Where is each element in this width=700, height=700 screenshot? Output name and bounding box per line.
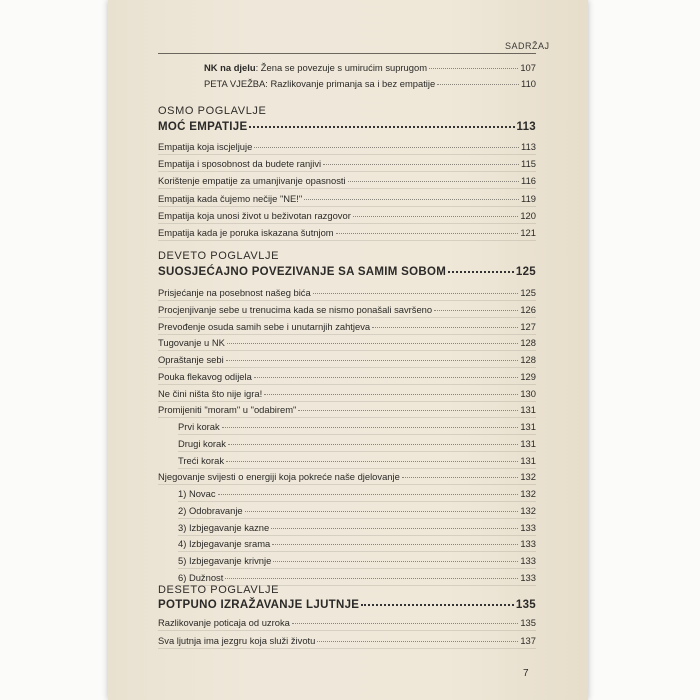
running-head: SADRŽAJ: [505, 41, 550, 51]
dot-leader: [304, 199, 519, 200]
row-divider: [178, 551, 536, 552]
dot-leader: [361, 604, 514, 606]
row-divider: [178, 568, 536, 569]
entry-text: 5) Izbjegavanje krivnje: [178, 555, 272, 566]
entry-page: 131: [520, 421, 536, 432]
entry-text: Prisjećanje na posebnost našeg bića: [158, 287, 311, 298]
row-divider: [158, 317, 536, 318]
entry-text: Empatija koja iscjeljuje: [158, 141, 253, 152]
row-divider: [158, 188, 536, 189]
row-divider: [158, 350, 536, 351]
page-number: 7: [523, 668, 529, 679]
entry-page: 133: [520, 571, 536, 583]
dot-leader: [429, 68, 518, 69]
entry-text: 2) Odobravanje: [178, 504, 243, 516]
toc-entry[interactable]: [158, 635, 536, 647]
chapter-number: OSMO POGLAVLJE: [158, 105, 267, 117]
entry-page: 127: [520, 320, 536, 332]
entry-page: 126: [520, 303, 536, 315]
toc-entry[interactable]: [158, 158, 536, 170]
dot-leader: [222, 427, 519, 428]
dot-leader: [437, 84, 519, 85]
entry-text: Empatija koja unosi život u beživotan razgovor: [158, 209, 351, 221]
chapter-number: DESETO POGLAVLJE: [158, 584, 280, 596]
chapter-title-entry[interactable]: [158, 121, 536, 133]
dot-leader: [313, 293, 519, 294]
entry-text: Promijeniti "moram" u "odabirem": [158, 404, 297, 416]
header-rule: [158, 53, 536, 54]
chapter-title: POTPUNO IZRAŽAVANJE LJUTNJE: [158, 599, 360, 611]
dot-leader: [353, 216, 519, 217]
toc-entry[interactable]: [158, 193, 536, 205]
row-divider: [158, 240, 536, 241]
dot-leader: [272, 544, 518, 545]
dot-leader: [218, 494, 519, 495]
row-divider: [158, 401, 536, 402]
row-divider: [178, 434, 536, 435]
dot-leader: [245, 511, 519, 512]
toc-entry[interactable]: [204, 62, 536, 74]
entry-page: 128: [520, 337, 536, 349]
entry-text: Korištenje empatije za umanjivanje opasnosti: [158, 175, 346, 187]
entry-page: 121: [520, 227, 536, 238]
dot-leader: [448, 271, 514, 273]
entry-text: Prevođenje osuda samih sebe i unutarnjih zahtjeva: [158, 320, 371, 332]
toc-entry[interactable]: [158, 371, 536, 383]
entry-text: Pouka flekavog odijela: [158, 370, 252, 382]
row-divider: [178, 535, 536, 536]
entry-page: 110: [521, 78, 536, 89]
entry-page: 131: [520, 454, 536, 466]
entry-text: : Žena se povezuje s umirućim suprugom: [255, 62, 428, 73]
row-divider: [158, 484, 536, 485]
row-divider: [158, 630, 536, 631]
toc-entry[interactable]: [178, 505, 536, 517]
dot-leader: [271, 528, 518, 529]
entry-page: 132: [520, 471, 536, 483]
dot-leader: [348, 181, 519, 182]
row-divider: [158, 206, 536, 207]
entry-page: 115: [521, 158, 536, 170]
toc-entry[interactable]: [178, 455, 536, 467]
dot-leader: [226, 360, 519, 361]
toc-entry[interactable]: [158, 471, 536, 483]
row-divider: [178, 518, 536, 519]
entry-page: 131: [520, 404, 536, 416]
chapter-title-entry[interactable]: [158, 266, 536, 278]
entry-page: 132: [520, 488, 536, 499]
dot-leader: [264, 394, 518, 395]
dot-leader: [298, 410, 518, 411]
toc-entry[interactable]: [178, 488, 536, 500]
toc-entry[interactable]: [204, 78, 536, 90]
entry-page: 137: [520, 634, 536, 646]
row-divider: [158, 223, 536, 224]
entry-page: 133: [520, 555, 536, 566]
entry-page: 113: [521, 141, 536, 152]
entry-text: Sva ljutnja ima jezgru koja služi životu: [158, 634, 316, 646]
chapter-number: DEVETO POGLAVLJE: [158, 250, 280, 262]
toc-entry[interactable]: [178, 572, 536, 584]
entry-page: 107: [520, 62, 536, 73]
dot-leader: [336, 233, 519, 234]
chapter-page: 135: [515, 599, 536, 611]
entry-text: 6) Dužnost: [178, 571, 224, 583]
dot-leader: [226, 461, 518, 462]
entry-text: 1) Novac: [178, 488, 216, 499]
dot-leader: [228, 444, 518, 445]
chapter-title: MOĆ EMPATIJE: [158, 121, 248, 133]
entry-page: 128: [520, 354, 536, 365]
toc-entry[interactable]: [158, 388, 536, 400]
toc-entry[interactable]: [178, 438, 536, 450]
toc-entry[interactable]: [158, 304, 536, 316]
entry-page: 129: [520, 370, 536, 382]
entry-text: Procjenjivanje sebe u trenucima kada se nismo ponašali savršeno: [158, 303, 433, 315]
row-divider: [178, 468, 536, 469]
dot-leader: [292, 623, 518, 624]
dot-leader: [372, 327, 518, 328]
toc-entry[interactable]: [158, 287, 536, 299]
chapter-title-entry[interactable]: [158, 599, 536, 611]
entry-page: 133: [520, 521, 536, 533]
entry-text: PETA VJEŽBA: Razlikovanje primanja sa i bez empatije: [204, 78, 436, 89]
entry-page: 132: [520, 504, 536, 516]
dot-leader: [434, 310, 518, 311]
dot-leader: [254, 377, 519, 378]
dot-leader: [225, 578, 518, 579]
toc-entry[interactable]: [158, 404, 536, 416]
toc-entry[interactable]: [158, 321, 536, 333]
entry-page: 131: [520, 437, 536, 449]
row-divider: [158, 417, 536, 418]
dot-leader: [273, 561, 518, 562]
entry-text: Treći korak: [178, 454, 225, 466]
dot-leader: [402, 477, 519, 478]
entry-text: Drugi korak: [178, 437, 226, 449]
toc-entry[interactable]: [178, 421, 536, 433]
toc-entry[interactable]: [158, 210, 536, 222]
toc-entry[interactable]: [178, 538, 536, 550]
entry-text: Empatija i sposobnost da budete ranjivi: [158, 158, 322, 170]
row-divider: [158, 367, 536, 368]
dot-leader: [249, 126, 514, 128]
row-divider: [158, 648, 536, 649]
entry-text: Opraštanje sebi: [158, 354, 224, 365]
entry-text: Empatija kada je poruka iskazana šutnjom: [158, 227, 334, 238]
toc-entry[interactable]: [158, 227, 536, 239]
dot-leader: [323, 164, 519, 165]
chapter-page: 113: [516, 121, 536, 133]
entry-page: 135: [520, 617, 536, 628]
entry-page: 130: [520, 387, 536, 399]
row-divider: [158, 300, 536, 301]
entry-page: 116: [521, 175, 536, 187]
row-divider: [158, 171, 536, 172]
dot-leader: [227, 343, 518, 344]
row-divider: [178, 451, 536, 452]
entry-page: 125: [520, 287, 536, 298]
entry-text: Tugovanje u NK: [158, 337, 225, 349]
entry-text: Njegovanje svijesti o energiji koja pokreće naše djelovanje: [158, 471, 400, 483]
entry-page: 119: [521, 192, 536, 204]
chapter-page: 125: [515, 266, 536, 278]
toc-entry[interactable]: [158, 354, 536, 366]
entry-page: 120: [520, 209, 536, 221]
dot-leader: [317, 641, 518, 642]
toc-entry[interactable]: [158, 337, 536, 349]
toc-entry[interactable]: [158, 617, 536, 629]
row-divider: [158, 384, 536, 385]
entry-page: 133: [520, 538, 536, 550]
row-divider: [178, 501, 536, 502]
toc-entry[interactable]: [178, 522, 536, 534]
toc-entry[interactable]: [158, 141, 536, 153]
entry-text: 3) Izbjegavanje kazne: [178, 521, 270, 533]
entry-text: Ne čini ništa što nije igra!: [158, 387, 263, 399]
chapter-title: SUOSJEĆAJNO POVEZIVANJE SA SAMIM SOBOM: [158, 266, 447, 278]
dot-leader: [254, 147, 519, 148]
entry-text: Razlikovanje poticaja od uzroka: [158, 617, 290, 628]
entry-text: Empatija kada čujemo nečije "NE!": [158, 192, 303, 204]
entry-text: 4) Izbjegavanje srama: [178, 538, 271, 550]
toc-entry[interactable]: [158, 175, 536, 187]
entry-label: NK na djelu: [204, 62, 256, 73]
row-divider: [158, 334, 536, 335]
row-divider: [158, 154, 536, 155]
entry-text: Prvi korak: [178, 421, 220, 432]
toc-entry[interactable]: [178, 555, 536, 567]
